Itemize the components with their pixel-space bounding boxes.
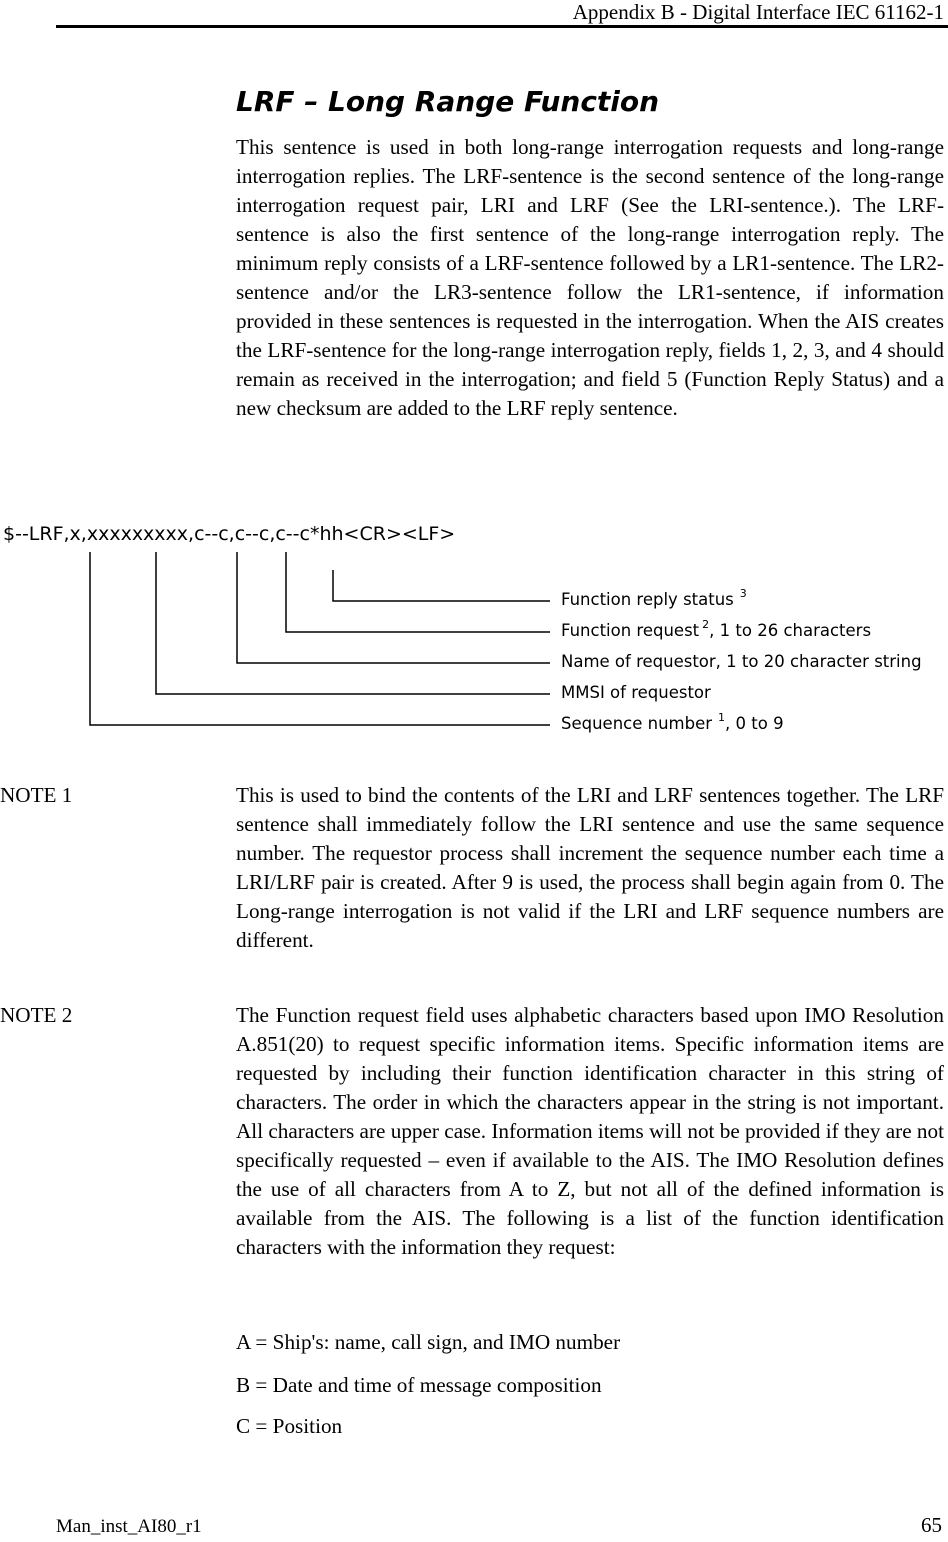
function-code-item: C = Position xyxy=(236,1414,343,1438)
connector-line-function-request xyxy=(286,552,550,632)
footer-document-id: Man_inst_AI80_r1 xyxy=(56,1516,202,1537)
note-1-label: NOTE 1 xyxy=(0,783,73,807)
connector-line-mmsi-of-requestor xyxy=(156,552,550,694)
connector-line-function-reply-status xyxy=(333,570,550,601)
connector-line-sequence-number xyxy=(90,552,550,725)
note-2-text: The Function request field uses alphabetic characters based upon IMO Resolution A.851(20) to request specific information items. Specific information items are requested by including their function identification character in this string of characters. The order in which the characters appear in the string is not important. All characters are upper case. Information items will not be provided if they are not specifically requested – even if available to the AIS. The IMO Resolution defines the use of all characters from A to Z, but not all of the defined information is available from the AIS. The following is a list of the function identification characters with the information they request: xyxy=(236,1003,944,1259)
field-label-name-of-requestor: Name of requestor, 1 to 20 character string xyxy=(561,652,922,671)
sentence-format-diagram xyxy=(0,512,948,752)
note-2-label: NOTE 2 xyxy=(0,1003,73,1027)
intro-paragraph: This sentence is used in both long-range interrogation requests and long-range interrogation replies. The LRF-sentence is the second sentence of the long-range interrogation request pair, LRI and LRF (See the LRI-sentence.). The LRF-sentence is also the first sentence of the long-range interrogation reply. The minimum reply consists of a LRF-sentence followed by a LR1-sentence. The LR2-sentence and/or the LR3-sentence follow the LR1-sentence, if information provided in these sentences is requested in the interrogation. When the AIS creates the LRF-sentence for the long-range interrogation reply, fields 1, 2, 3, and 4 should remain as received in the interrogation; and field 5 (Function Reply Status) and a new checksum are added to the LRF reply sentence. xyxy=(236,135,944,420)
note-1-text: This is used to bind the contents of the LRI and LRF sentences together. The LRF sentence shall immediately follow the LRI sentence and use the same sequence number. The requestor process shall increment the sequence number each time a LRI/LRF pair is created. After 9 is used, the process shall begin again from 0. The Long-range interrogation is not valid if the LRI and LRF sequence numbers are different. xyxy=(236,783,944,952)
diagram-svg xyxy=(0,512,948,752)
field-label-function-reply-status: Function reply status $^3$ xyxy=(561,587,747,609)
connector-line-name-of-requestor xyxy=(237,552,550,663)
field-label-sequence-number: Sequence number $^1$, 0 to 9 xyxy=(561,711,784,733)
function-code-item: A = Ship's: name, call sign, and IMO number xyxy=(236,1330,621,1354)
sentence-format-string: $--LRF,x,xxxxxxxxx,c--c,c--c,c--c*hh<CR><LF> xyxy=(3,523,456,545)
header-rule xyxy=(56,25,948,28)
page-header-title: Appendix B - Digital Interface IEC 61162-1 xyxy=(572,0,944,24)
field-label-mmsi-of-requestor: MMSI of requestor xyxy=(561,683,711,702)
footer-page-number: 65 xyxy=(921,1513,942,1537)
section-title: LRF – Long Range Function xyxy=(236,85,660,118)
field-label-function-request: Function request $^2$, 1 to 26 characters xyxy=(561,618,872,640)
function-code-item: B = Date and time of message composition xyxy=(236,1373,602,1397)
